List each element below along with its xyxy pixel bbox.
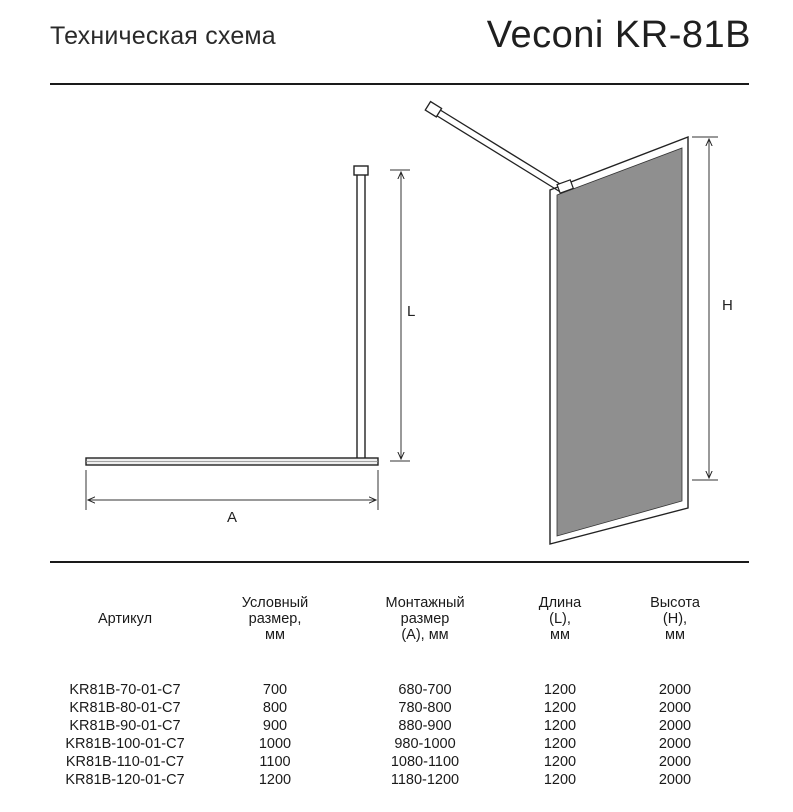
plan-view — [86, 166, 415, 526]
table-header-row — [40, 595, 740, 681]
header-article: Артикул — [97, 611, 153, 627]
cell-height: 2000 — [658, 718, 692, 734]
cell-article: KR81B-100-01-C7 — [65, 736, 185, 752]
cell-article: KR81B-120-01-C7 — [65, 772, 185, 788]
cell-height: 2000 — [658, 736, 692, 752]
wall-bracket-plan — [354, 166, 368, 175]
support-rod — [434, 114, 562, 193]
cell-length: 1200 — [543, 772, 577, 788]
header-nominal-size: Условный размер, мм — [241, 595, 309, 643]
wall-mount — [425, 102, 441, 117]
cell-length: 1200 — [543, 736, 577, 752]
dimension-A-label: A — [227, 509, 238, 526]
cell-nominal-size: 1200 — [258, 772, 292, 788]
table-row — [40, 681, 740, 699]
cell-article: KR81B-80-01-C7 — [69, 700, 181, 716]
cell-article: KR81B-110-01-C7 — [65, 754, 185, 770]
cell-nominal-size: 1000 — [258, 736, 292, 752]
table-row — [40, 771, 740, 789]
header-length: Длина (L), мм — [538, 595, 582, 643]
cell-mounting-size: 780-800 — [398, 700, 452, 716]
table-row — [40, 753, 740, 771]
table-row — [40, 699, 740, 717]
cell-length: 1200 — [543, 718, 577, 734]
header-height: Высота (H), мм — [650, 595, 700, 643]
cell-nominal-size: 800 — [262, 700, 288, 716]
cell-length: 1200 — [543, 682, 577, 698]
page-subtitle: Техническая схема — [50, 22, 276, 50]
spec-table — [40, 595, 740, 789]
cell-mounting-size: 980-1000 — [394, 736, 456, 752]
middle-divider — [50, 561, 749, 563]
cell-mounting-size: 1080-1100 — [390, 754, 460, 770]
table-row — [40, 735, 740, 753]
dimension-L-label: L — [407, 303, 416, 320]
dimension-H-label: H — [722, 297, 733, 314]
support-bar-plan — [357, 170, 365, 460]
cell-mounting-size: 680-700 — [398, 682, 452, 698]
header-mounting-size: Монтажный размер (А), мм — [385, 595, 465, 643]
table-row — [40, 717, 740, 735]
cell-height: 2000 — [658, 682, 692, 698]
glass-pane — [557, 148, 682, 536]
cell-nominal-size: 900 — [262, 718, 288, 734]
cell-article: KR81B-70-01-C7 — [69, 682, 181, 698]
cell-article: KR81B-90-01-C7 — [69, 718, 181, 734]
cell-mounting-size: 880-900 — [398, 718, 452, 734]
cell-nominal-size: 1100 — [259, 754, 291, 770]
cell-nominal-size: 700 — [262, 682, 288, 698]
cell-height: 2000 — [658, 700, 692, 716]
cell-height: 2000 — [658, 772, 692, 788]
cell-length: 1200 — [543, 700, 577, 716]
cell-mounting-size: 1180-1200 — [390, 772, 460, 788]
product-title: Veconi KR-81B — [486, 14, 751, 56]
cell-length: 1200 — [543, 754, 577, 770]
cell-height: 2000 — [658, 754, 692, 770]
perspective-view — [425, 102, 733, 544]
